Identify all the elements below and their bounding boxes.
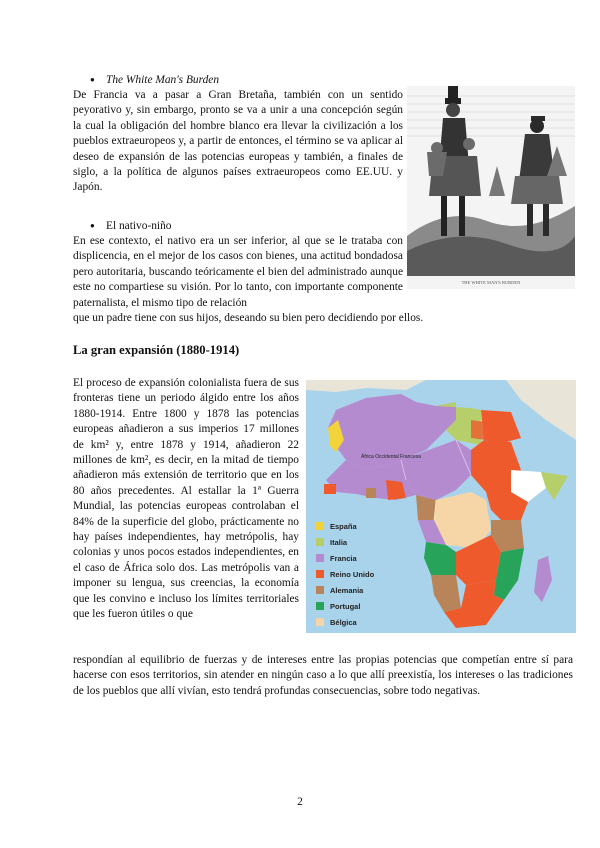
map-region-label: África Occidental Francesa bbox=[361, 454, 422, 460]
bullet-dot-icon: ● bbox=[90, 75, 95, 84]
legend-swatch bbox=[316, 586, 324, 594]
legend-item-alemania bbox=[316, 586, 364, 595]
legend-item-portugal bbox=[316, 602, 360, 611]
legend-label: Reino Unido bbox=[330, 570, 375, 579]
legend-label: Alemania bbox=[330, 586, 364, 595]
page-number: 2 bbox=[297, 796, 303, 808]
cartoon-caption: THE WHITE MAN'S BURDEN bbox=[461, 280, 521, 285]
legend-swatch bbox=[316, 618, 324, 626]
paragraph-white-mans-burden: De Francia va a pasar a Gran Bretaña, también con un sentido peyorativo y, sin embargo, pronto se va a unir a una concepción según la cual la obligación del hombre blanco era llevar la civilización a los pueblos extraeuropeos y, a partir de entonces, el término se va aplicar al deseo de expansión de las potencias europeas y también, a finales de siglo, a la política de algunos países extraeuropeos como EE.UU. y Japón. bbox=[73, 89, 403, 194]
legend-swatch bbox=[316, 570, 324, 578]
legend-label: Portugal bbox=[330, 602, 361, 611]
paragraph-nativo-nino-end: que un padre tiene con sus hijos, deseando su bien pero decidiendo por ellos. bbox=[73, 312, 424, 324]
africa-colonial-map bbox=[306, 380, 576, 633]
legend-item-espana bbox=[316, 522, 358, 531]
bullet-white-mans-burden bbox=[90, 72, 219, 88]
paragraph-expansion: El proceso de expansión colonialista fuera de sus fronteras tiene un periodo álgido entre los años 1880-1914. Entre 1800 y 1878 las potencias europeas añadieron a sus imperios 17 millones de km² y, entre 1878 y 1914, añadieron 22 millones de km², es decir, en la mitad de tiempo añadieron más extensión de territorio que en los 80 años precedentes. Al estallar la 1ª Guerra Mundial, las potencias europeas controlaban el 84% de la superficie del globo, prácticamente no hay países independientes, hay metrópolis, hay colonias y unos pocos estados independientes, en el caso de África solo dos. Las metrópolis van a imponer su lengua, sus creencias, la economía que les convino e incluso los límites territoriales que les fueron útiles o que bbox=[73, 377, 299, 621]
legend-swatch bbox=[316, 602, 324, 610]
legend-item-belgica bbox=[316, 618, 358, 627]
map-legend bbox=[312, 516, 392, 633]
legend-label: Francia bbox=[330, 554, 357, 563]
legend-item-italia bbox=[316, 538, 348, 547]
bullet-nativo-nino bbox=[90, 218, 172, 234]
legend-label: Bélgica bbox=[330, 618, 357, 627]
bullet-dot-icon: ● bbox=[90, 221, 95, 230]
legend-swatch bbox=[316, 554, 324, 562]
paragraph-nativo-nino: En ese contexto, el nativo era un ser inferior, al que se le trataba con displicencia, en el mejor de los casos con bienes, una actitud bondadosa pero autoritaria, buscando teóricamente el bien del administrado aunque este no compartiese su visión. Por lo tanto, con importante componente paternalista, el mismo tipo de relación bbox=[73, 235, 403, 309]
paragraph-expansion-continued: respondían al equilibrio de fuerzas y de intereses entre las propias potencias que competían entre sí para hacerse con esos territorios, sin atender en ningún caso a lo que allí preexistía, los intereses o las tradiciones de los pueblos que allí vivían, esto tendrá profundas consecuencias, sobre todo negativas. bbox=[73, 654, 573, 697]
legend-label: Italia bbox=[330, 538, 348, 547]
legend-swatch bbox=[316, 538, 324, 546]
bullet-text: The White Man's Burden bbox=[106, 74, 220, 86]
legend-item-francia bbox=[316, 554, 358, 563]
section-heading: La gran expansión (1880-1914) bbox=[73, 343, 240, 357]
bullet-text: El nativo-niño bbox=[106, 220, 172, 232]
legend-swatch bbox=[316, 522, 324, 530]
white-mans-burden-cartoon bbox=[407, 86, 575, 289]
legend-label: España bbox=[330, 522, 357, 531]
